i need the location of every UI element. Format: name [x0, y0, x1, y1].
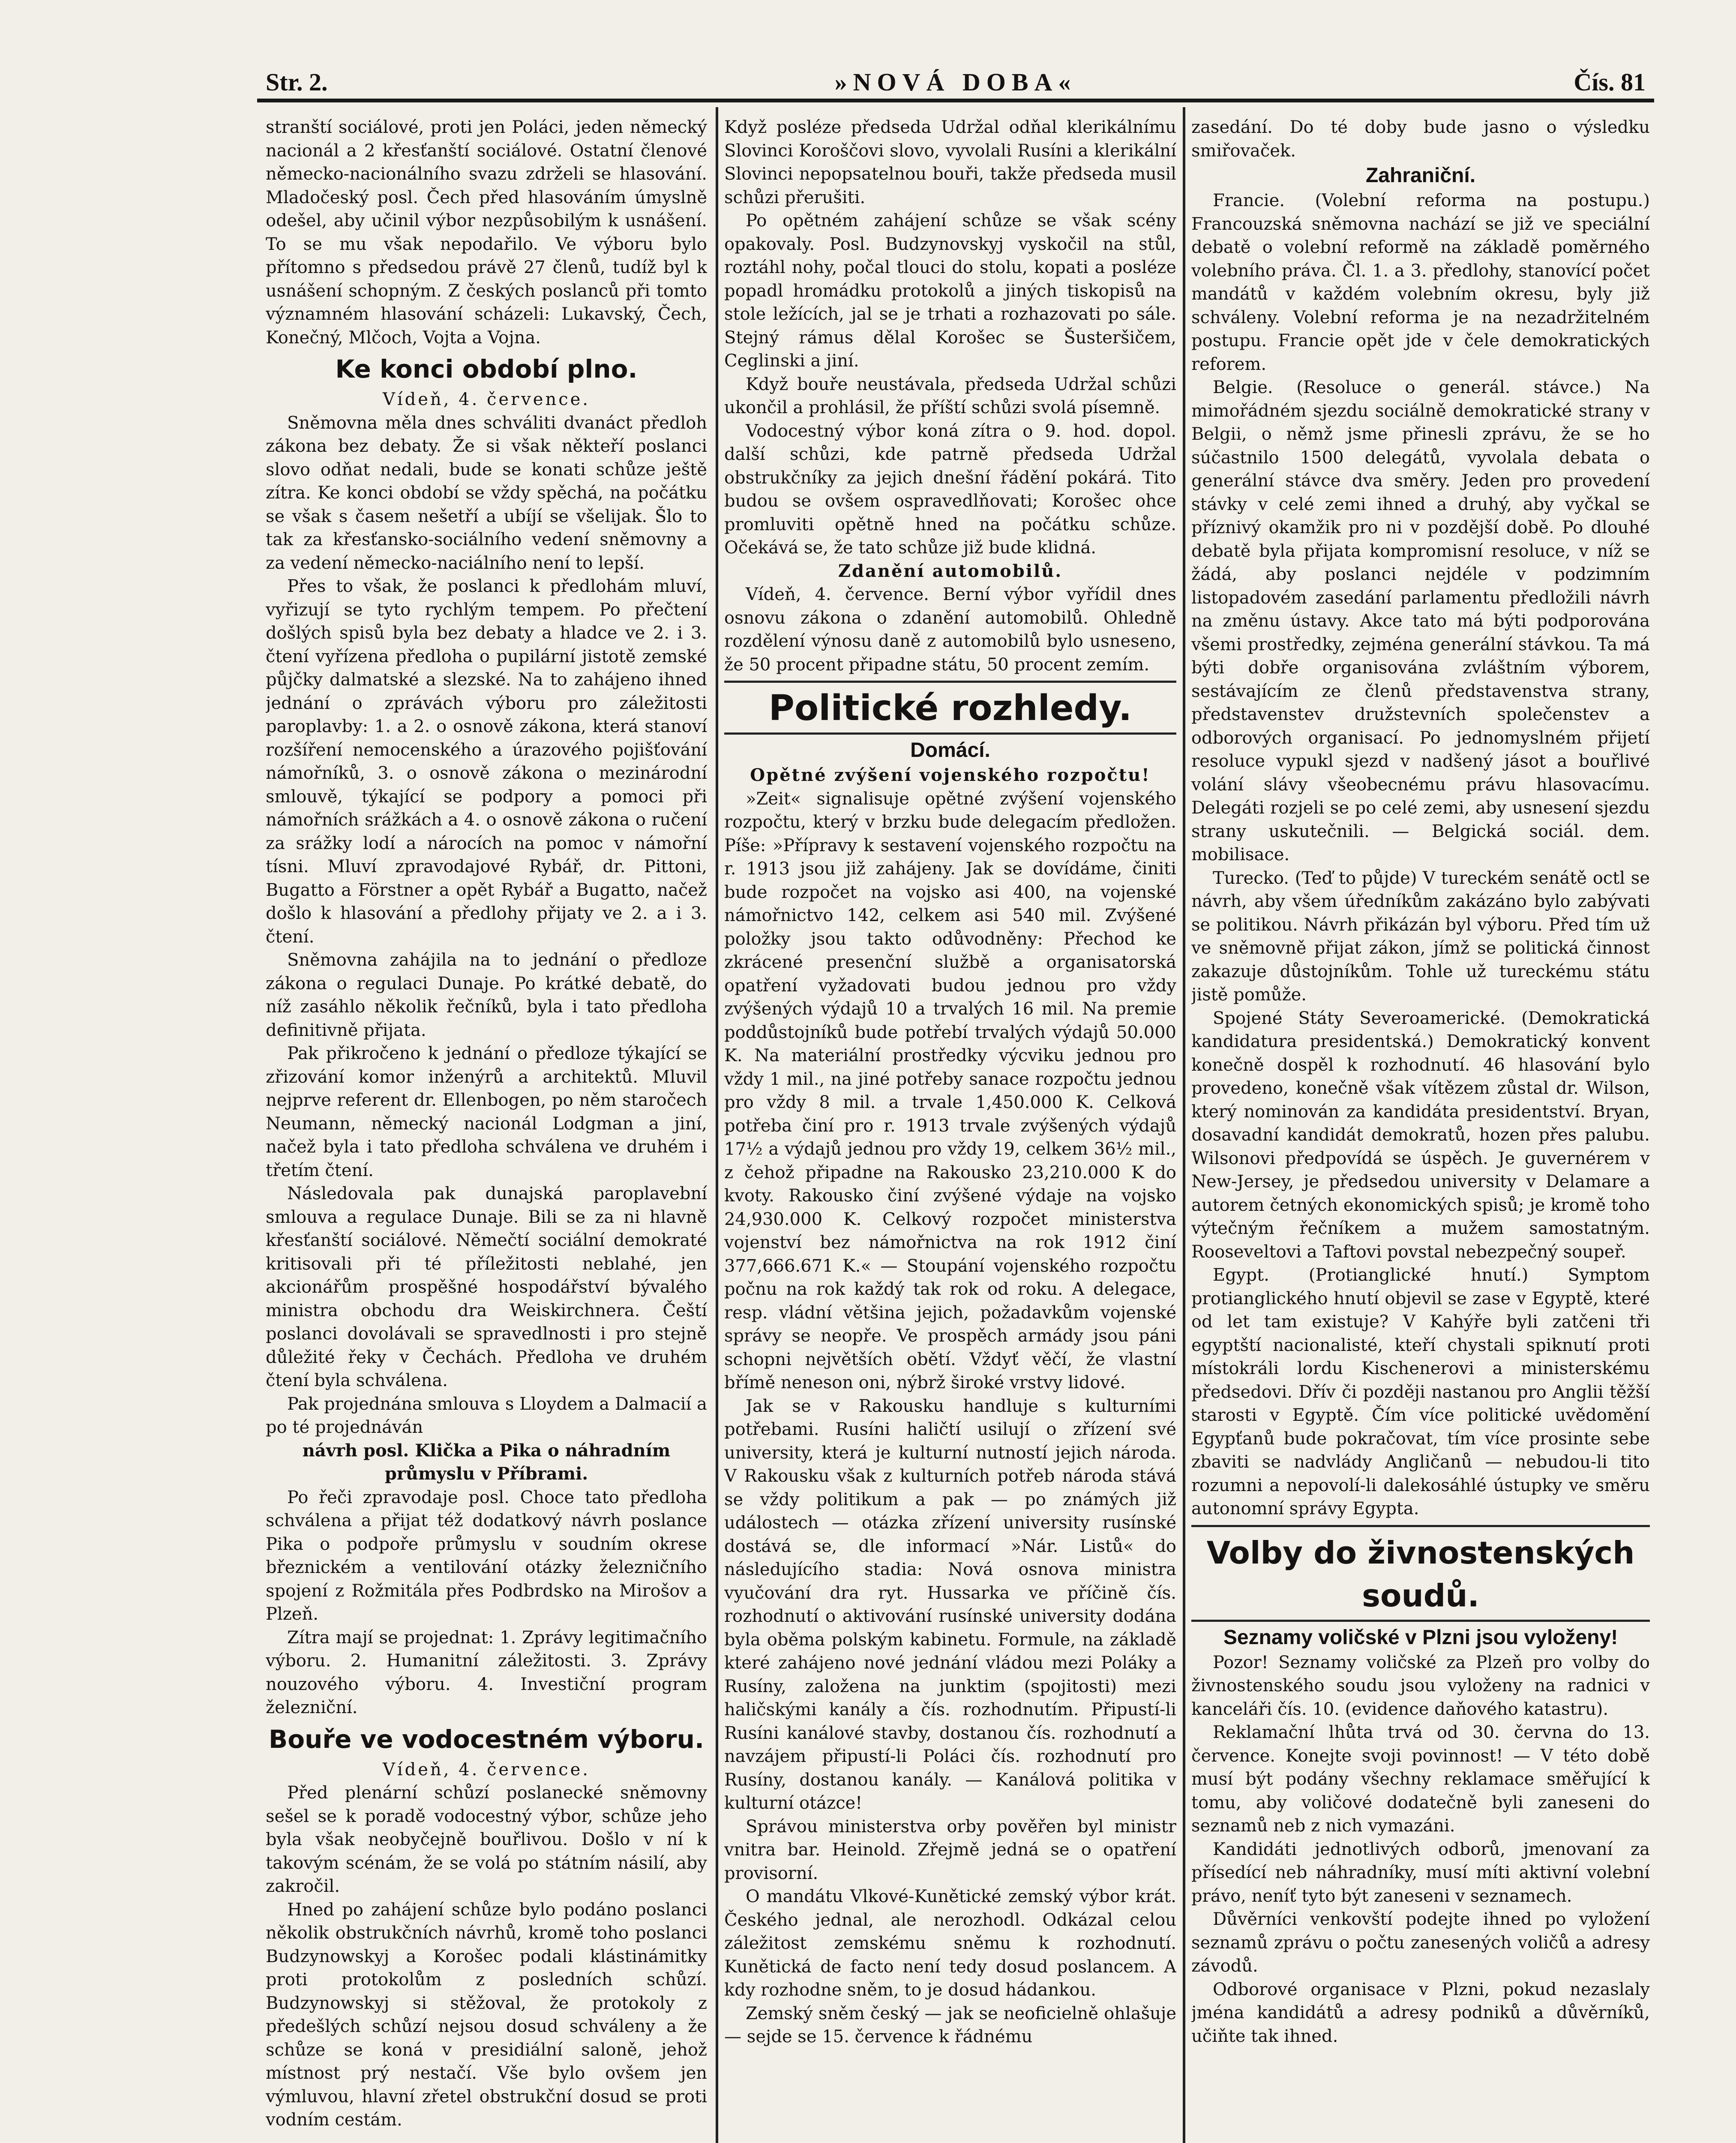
article-paragraph: Zítra mají se projednat: 1. Zprávy legitimačního výboru. 2. Humanitní záležitosti. 3. Zprávy nouzového výboru. 4. Investiční program železniční. [266, 1627, 707, 1717]
article-paragraph: Spojené Státy Severoamerické. (Demokratická kandidatura presidentská.) Demokratický konvent konečně dospěl k rozhodnutí. 46 hlasování bylo provedeno, konečně však vítězem zůstal dr. Wilson, který nominován za kandidáta presidentství. Bryan, dosavadní kandidát demokratů, hozen přes palubu. Wilsonovi předpovídá se úspěch. Je guvernérem v New-Jersey, je předsedou university v Delamare a autorem četných ekonomických spisů; je kromě toho výtečným řečníkem a mužem samostatným. Rooseveltovi a Taftovi povstal nebezpečný soupeř. [1191, 1008, 1650, 1262]
article-paragraph: Reklamační lhůta trvá od 30. června do 13. července. Konejte svoji povinnost! — V této době musí být podány všechny reklamace směřující k tomu, aby voličové dodatečně byli zaneseni do seznamů neb z nich vymazáni. [1191, 1723, 1650, 1836]
article-paragraph: Francie. (Volební reforma na postupu.) Francouzská sněmovna nachází se již ve speciální debatě o volební reformě na základě poměrného volebního práva. Čl. 1. a 3. předlohy, stanovící počet mandátů v každém volebním okresu, byly již schváleny. Volební reforma je na nezadržitelném postupu. Francie opět jde v čele demokratických reforem. [1191, 191, 1650, 374]
article-paragraph: Jak se v Rakousku handluje s kulturními potřebami. Rusíni haličtí usilují o zřízení své university, která je kulturní nutností jejich národa. V Rakousku však z kulturních potřeb národa stává se vždy politikum a pak — po známých již událostech — otázka zřízení university rusínské dostává se, dle informací »Nár. Listů« do následujícího stadia: Nová osnova ministra vyučování dra ryt. Hussarka ve příčině čís. rozhodnutí o aktivování rusínské university dodána byla oběma polským kabinetu. Formule, na základě které zahájeno nové jednání vládou mezi Poláky a Rusíny, založena na junktim (spojitosti) mezi haličskými kanály a čís. rozhodnutím. Připustí-li Rusíni kanálové stavby, dostanou čís. rozhodnutí a navzájem připustí-li Poláci čís. rozhodnutí pro Rusíny, dostanou kanály. — Kanálová politika v kulturní otázce! [724, 1396, 1176, 1813]
dateline: Vídeň, 4. července. [382, 1759, 591, 1780]
article-paragraph: Egypt. (Protianglické hnutí.) Symptom protianglického hnutí objevil se zase v Egyptě, které od let tam existuje? V Kahýře byli zatčeni tři egyptští nacionalisté, kteří chystali spiknutí proti místokráli lordu Kischenerovi a ministerskému předsedovi. Dřív či později nastanou pro Anglii těžší starosti v Egyptě. Čím více politické uvědomění Egypťanů bude pokračovat, tím více prosinte sebe zbaviti se nadvlády Angličanů — nebudou-li tito rozumni a nepovolí-li dalekosáhlé ústupky ve směru autonomní správy Egypta. [1191, 1265, 1650, 1519]
section-subheading: Domácí. [910, 739, 990, 762]
article-paragraph: Vídeň, 4. července. Berní výbor vyřídil dnes osnovu zákona o zdanění automobilů. Ohledně rozdělení výnosu daně z automobilů bylo usneseno, že 50 procent připadne státu, 50 procent zemím. [724, 585, 1176, 675]
article-paragraph: Belgie. (Resoluce o generál. stávce.) Na mimořádném sjezdu sociálně demokratické strany v Belgii, o němž jsme přinesli zprávu, že se ho súčastnilo 1500 delegátů, vyvolala debata o generální stávce dva směry. Jeden pro provedení stávky v celé zemi ihned a druhý, aby vyčkal se příznivý okamžik pro ni v pozdější době. Po dlouhé debatě byla přijata kompromisní resoluce, v níž se žádá, aby poslanci nejdéle v podzimním listopadovém zasedání parlamentu předložili návrh na změnu ústavy. Akce tato má býti podporována všemi prostředky, zejména generální stávkou. Ta má býti dobře organisována zvláštním výborem, sestávajícím ze členů představenstva strany, představenstev družstevních společenstev a odborových organisací. Po jednomyslném přijetí resoluce vypukl sjezd v nadšený jásot a bouřlivé volání slávy všeobecnému právu hlasovacímu. Delegáti rozjeli se po celé zemi, aby usnesení sjezdu strany uskutečnili. — Belgická sociál. dem. mobilisace. [1191, 378, 1650, 864]
page-number: Str. 2. [266, 68, 328, 96]
article-paragraph: zasedání. Do té doby bude jasno o výsledku smiřovaček. [1191, 117, 1650, 161]
issue-number: Čís. 81 [1574, 68, 1646, 96]
article-paragraph: Po opětném zahájení schůze se však scény opakovaly. Posl. Budzynovskyj vyskočil na stůl, roztáhl nohy, počal tlouci do stolu, kopati a posléze popadl hromádku protokolů a jiných tiskopisů na stole ležících, jal se je trhati a rozhazovati po sále. Stejný rámus dělal Korošec se Šusteršičem, Ceglinski a jiní. [724, 211, 1176, 371]
column-1 [266, 116, 707, 2143]
dateline: Vídeň, 4. července. [382, 390, 591, 409]
article-paragraph: O mandátu Vlkové-Kunětické zemský výbor krát. Českého jednal, ale nerozhodl. Odkázal celou záležitost zemskému sněmu k rozhodnutí. Kunětická de facto není tedy dosud poslancem. A kdy rozhodne sněm, to je dosud hádankou. [724, 1887, 1176, 2000]
article-paragraph: Následovala pak dunajská paroplavební smlouva a regulace Dunaje. Bili se za ni hlavně křesťanští sociálové. Němečtí sociální demokraté kritisovali při té příležitosti neblahé, jen akcionářům prospěšné hospodářství bývalého ministra obchodu dra Weiskirchnera. Čeští poslanci dovolávali se spravedlnosti i pro stejně důležité řeky v Čechách. Předloha ve druhém čtení byla schválena. [266, 1184, 707, 1390]
newspaper-title: »NOVÁ DOBA« [834, 68, 1077, 96]
section-subheading: Zahraniční. [1365, 164, 1476, 187]
article-heading: Seznamy voličské v Plzni jsou vyloženy! [1223, 1626, 1618, 1649]
header-rule [257, 99, 1654, 102]
article-paragraph: Sněmovna měla dnes schváliti dvanáct předloh zákona bez debaty. Že si však někteří poslanci slovo odňat nedali, bude se konati schůze ještě zítra. Ke konci období se vždy spěchá, na počátku se však s časem nešetří a ubíjí se všelijak. Šlo to tak za křesťansko-sociálního vedení sněmovny a za vedení německo-naciálního není to lepší. [266, 413, 707, 573]
section-rule [724, 681, 1176, 683]
article-paragraph: Pak projednána smlouva s Lloydem a Dalmacií a po té projednáván [266, 1394, 707, 1437]
section-heading: Politické rozhledy. [724, 687, 1176, 735]
article-paragraph: Turecko. (Teď to půjde) V tureckém senátě octl se návrh, aby všem úředníkům zakázáno bylo zabývati se politikou. Návrh přikázán byl výboru. Před tím už ve sněmovně přijat zákon, jímž se politická činnost zakazuje důstojníkům. Tohle už tureckému státu jistě pomůže. [1191, 868, 1650, 1005]
article-paragraph: Sněmovna zahájila na to jednání o předloze zákona o regulaci Dunaje. Po krátké debatě, do níž zasáhlo několik řečníků, byla i tato předloha definitivně přijata. [266, 950, 707, 1040]
article-heading: Opětné zvýšení vojenského rozpočtu! [750, 765, 1151, 785]
article-paragraph: Kandidáti jednotlivých odborů, jmenovaní za přísedící neb náhradníky, musí míti aktivní volební právo, neníť tyto být zaneseni v seznamech. [1191, 1839, 1650, 1906]
article-paragraph: stranští sociálové, proti jen Poláci, jeden německý nacionál a 2 křesťanští sociálové. Ostatní členové německo-nacionálního svazu zdrželi se hlasování. Mladočeský posl. Čech před hlasováním úmyslně odešel, aby učinil výbor nezpůsobilým k usnášení. To se mu však nepodařilo. Ve výboru bylo přítomno s předsedou právě 27 členů, tudíž byl k usnášení schopným. Z českých poslanců při tomto významném hlasování scházeli: Lukavský, Čech, Konečný, Mlčoch, Vojta a Vojna. [266, 117, 707, 348]
section-rule [1191, 1525, 1650, 1527]
column-2 [724, 116, 1176, 2143]
article-paragraph: Hned po zahájení schůze bylo podáno poslanci několik obstrukčních návrhů, kromě toho poslanci Budzynowskyj a Korošec podali klástinámitky proti protokolům z posledních schůzí. Budzynowskyj si stěžoval, že protokoly z předešlých schůzí nejsou dosud schváleny a že schůze se koná v presidiální saloně, jehož místnost prý nestačí. Vše bylo ovšem jen výmluvou, hlavní zřetel obstrukční dosud se proti vodním cestám. [266, 1900, 707, 2130]
section-heading: Volby do živnostenských soudů. [1191, 1531, 1650, 1622]
article-paragraph: »Zeit« signalisuje opětné zvýšení vojenského rozpočtu, který v brzku bude delegacím předložen. Píše: »Přípravy k sestavení vojenského rozpočtu na r. 1913 jsou již zahájeny. Jak se dovídáme, činiti bude rozpočet na vojsko asi 400, na vojenské námořnictvo 142, celkem asi 540 mil. Zvýšené položky jsou takto odůvodněny: Přechod ke zkrácené presenční službě a organisatorská opatření vyžadovati budou jednou pro vždy zvýšených výdajů 10 a trvalých 16 mil. Na premie poddůstojníků bude potřebí trvalých výdajů 50.000 K. Na materiální prostředky výcviku jednou pro vždy 1 mil., na jiné potřeby sanace rozpočtu jednou pro vždy 8 mil. a trvale 1,450.000 K. Celková potřeba činí pro r. 1913 trvale zvýšených výdajů 17½ a výdajů jednou pro vždy 19, celkem 36½ mil., z čehož připadne na Rakousko 23,210.000 K do kvoty. Rakousko činí zvýšené výdaje na vojsko 24,930.000 K. Celkový rozpočet ministerstva vojenství bez námořnictva na rok 1912 činí 377,666.671 K.« — Stoupání vojenského rozpočtu počnu na rok každý tak rok od roku. A delegace, resp. vládní většina jejich, požadavkům vojenské správy se neopře. Ve prospěch armády jsou páni schopni největších obětí. Vždyť věčí, že vlastní břímě neneson oni, nýbrž široké vrstvy lidové. [724, 789, 1176, 1393]
article-heading: Bouře ve vodocestném výboru. [269, 1724, 704, 1754]
column-3 [1191, 116, 1650, 2143]
column-divider-1 [716, 107, 718, 2143]
article-paragraph: Když bouře neustávala, předseda Udržal schůzi ukončil a prohlásil, že příští schůzi svolá písemně. [724, 374, 1176, 417]
column-divider-2 [1183, 107, 1185, 2143]
article-paragraph: Důvěrníci venkovští podejte ihned po vyložení seznamů zprávu o počtu zanesených voličů a adresy závodů. [1191, 1909, 1650, 1976]
article-subheading: návrh posl. Klička a Pika o náhradním průmyslu v Příbrami. [302, 1440, 671, 1484]
article-paragraph: Po řeči zpravodaje posl. Choce tato předloha schválena a přijat též dodatkový návrh poslance Pika o podpoře průmyslu v soudním okrese březnickém a ventilování otázky železničního spojení z Rožmitála přes Podbrdsko na Mirošov a Plzeň. [266, 1487, 707, 1624]
article-paragraph: Vodocestný výbor koná zítra o 9. hod. dopol. další schůzi, kde patrně předseda Udržal obstrukčníky za jejich dnešní řádění pokárá. Tito budou se ovšem ospravedlňovati; Korošec ohce promluviti opětně hned na počátku schůze. Očekává se, že tato schůze již bude klidná. [724, 421, 1176, 558]
article-heading: Zdanění automobilů. [838, 561, 1063, 581]
article-paragraph: Správou ministerstva orby pověřen byl ministr vnitra bar. Heinold. Zřejmě jedná se o opatření provisorní. [724, 1816, 1176, 1883]
article-paragraph: Když posléze předseda Udržal odňal klerikálnímu Slovinci Koroščovi slovo, vyvolali Rusíni a klerikální Slovinci nepopsatelnou bouři, takže předseda musil schůzi přerušiti. [724, 117, 1176, 207]
article-paragraph: Před plenární schůzí poslanecké sněmovny sešel se k poradě vodocestný výbor, schůze jeho byla však neobyčejně bouřlivou. Došlo v ní k takovým scénám, že se volá po státním násilí, aby zakročil. [266, 1783, 707, 1896]
article-heading: Ke konci období plno. [335, 354, 638, 384]
page-header [257, 64, 1654, 99]
article-paragraph: Zemský sněm český — jak se neoficielně ohlašuje — sejde se 15. července k řádnému [724, 2003, 1176, 2047]
article-paragraph: Přes to však, že poslanci k předlohám mluví, vyřizují se tyto rychlým tempem. Po přečtení došlých spisů byla bez debaty a hladce ve 2. i 3. čtení vyřízena předloha o pupilární jistotě zemské půjčky dalmatské a slezské. Na to zahájeno ihned jednání o zprávách výboru pro záležitosti paroplavby: 1. a 2. o osnově zákona, která stanoví rozšíření nemocenského a úrazového pojišťování námořníků, 3. o osnově zákona o mezinárodní smlouvě, týkající se podpory a pomoci při námořních srážkách a 4. o osnově zákona o ručení za srážky lodí a nárocích na pomoc v námořní tísni. Mluví zpravodajové Rybář, dr. Pittoni, Bugatto a Förstner a opět Rybář a Bugatto, načež došlo k hlasování a předlohy přijaty ve 2. a i 3. čtení. [266, 576, 707, 947]
article-paragraph: Pak přikročeno k jednání o předloze týkající se zřizování komor inženýrů a architektů. Mluvil nejprve referent dr. Ellenbogen, po něm staročech Neumann, německý nacionál Lodgman a jiní, načež byla i tato předloha schválena ve druhém i třetím čtení. [266, 1044, 707, 1180]
article-paragraph: Pozor! Seznamy voličské za Plzeň pro volby do živnostenského soudu jsou vyloženy na radnici v kanceláři čís. 10. (evidence daňového katastru). [1191, 1652, 1650, 1719]
article-paragraph: Odborové organisace v Plzni, pokud nezaslaly jména kandidátů a adresy podniků a důvěrníků, učiňte tak ihned. [1191, 1979, 1650, 2046]
